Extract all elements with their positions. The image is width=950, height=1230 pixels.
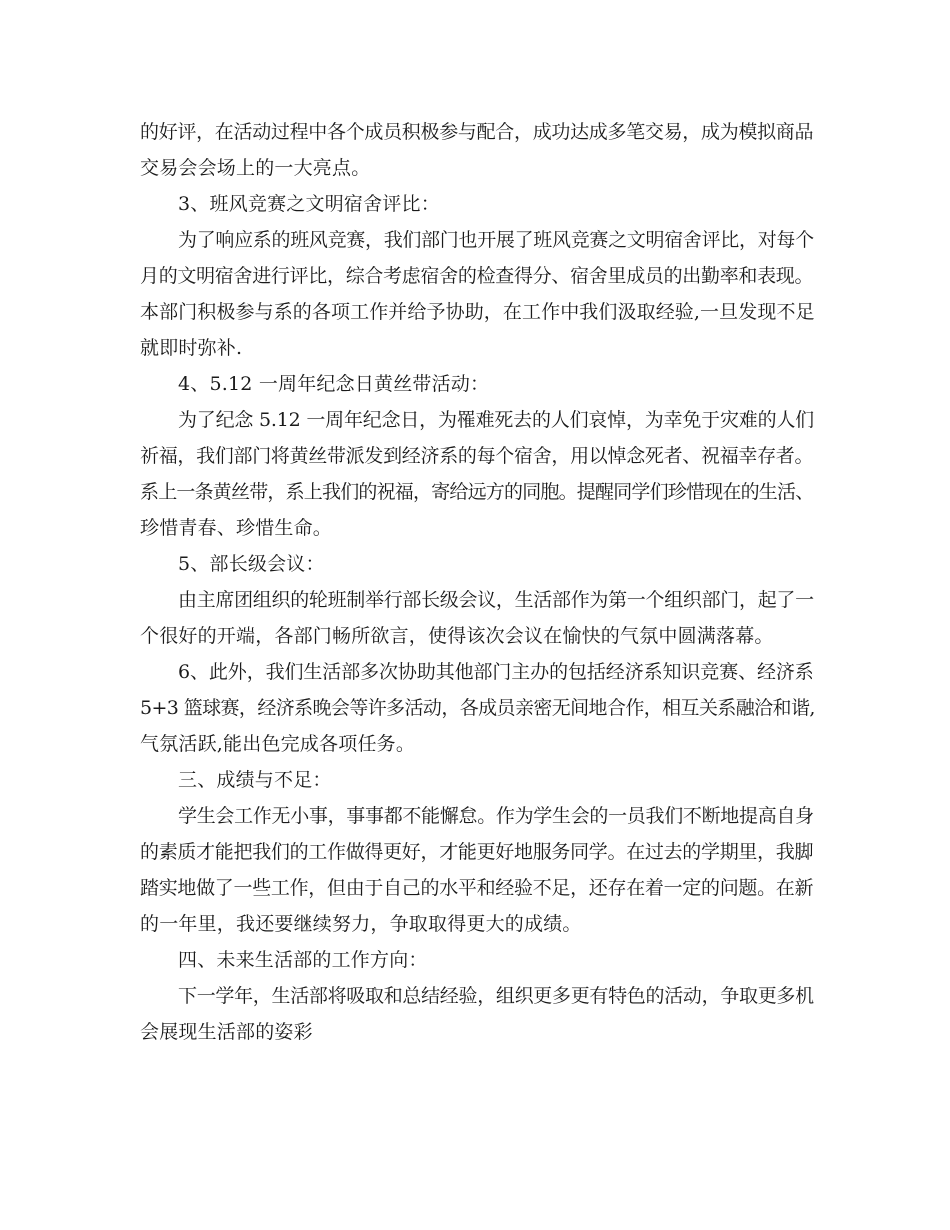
text-line: 由主席团组织的轮班制举行部长级会议，生活部作为第一个组织部门，起了一 bbox=[178, 589, 814, 611]
text-line: 踏实地做了一些工作，但由于自己的水平和经验不足，还存在着一定的问题。在新 bbox=[140, 877, 814, 899]
text-line: 交易会会场上的一大亮点。 bbox=[140, 157, 371, 179]
text-line: 为了响应系的班风竞赛，我们部门也开展了班风竞赛之文明宿舍评比，对每个 bbox=[178, 229, 814, 251]
text-line: 三、成绩与不足： bbox=[178, 769, 332, 791]
text-line: 为了纪念 5.12 一周年纪念日，为罹难死去的人们哀悼，为幸免于灾难的人们 bbox=[178, 409, 814, 431]
text-line: 5、部长级会议： bbox=[178, 553, 325, 575]
document-body bbox=[140, 114, 816, 1050]
text-line: 就即时弥补. bbox=[140, 337, 243, 359]
text-line: 5+3 篮球赛，经济系晚会等许多活动，各成员亲密无间地合作，相互关系融洽和谐, bbox=[140, 697, 815, 719]
text-line: 的好评，在活动过程中各个成员积极参与配合，成功达成多笔交易，成为模拟商品 bbox=[140, 121, 814, 143]
text-line: 会展现生活部的姿彩 bbox=[140, 1021, 313, 1043]
text-line: 系上一条黄丝带，系上我们的祝福，寄给远方的同胞。提醒同学们珍惜现在的生活、 bbox=[140, 481, 814, 503]
text-line: 下一学年，生活部将吸取和总结经验，组织更多更有特色的活动，争取更多机 bbox=[178, 985, 814, 1007]
text-line: 本部门积极参与系的各项工作并给予协助，在工作中我们汲取经验,一旦发现不足 bbox=[140, 301, 815, 323]
text-line: 的一年里，我还要继续努力，争取取得更大的成绩。 bbox=[140, 913, 582, 935]
text-line: 个很好的开端，各部门畅所欲言，使得该次会议在愉快的气氛中圆满落幕。 bbox=[140, 625, 774, 647]
text-line: 祈福，我们部门将黄丝带派发到经济系的每个宿舍，用以悼念死者、祝福幸存者。 bbox=[140, 445, 814, 467]
text-line: 四、未来生活部的工作方向： bbox=[178, 949, 428, 971]
text-line: 学生会工作无小事，事事都不能懈怠。作为学生会的一员我们不断地提高自身 bbox=[178, 805, 814, 827]
text-line: 3、班风竞赛之文明宿舍评比： bbox=[178, 193, 440, 215]
text-line: 气氛活跃,能出色完成各项任务。 bbox=[140, 733, 416, 755]
text-line: 6、此外，我们生活部多次协助其他部门主办的包括经济系知识竞赛、经济系 bbox=[178, 661, 814, 683]
text-line: 的素质才能把我们的工作做得更好，才能更好地服务同学。在过去的学期里，我脚 bbox=[140, 841, 814, 863]
text-line: 珍惜青春、珍惜生命。 bbox=[140, 517, 333, 539]
text-line: 月的文明宿舍进行评比，综合考虑宿舍的检查得分、宿舍里成员的出勤率和表现。 bbox=[140, 265, 814, 287]
text-line: 4、5.12 一周年纪念日黄丝带活动： bbox=[178, 373, 490, 395]
